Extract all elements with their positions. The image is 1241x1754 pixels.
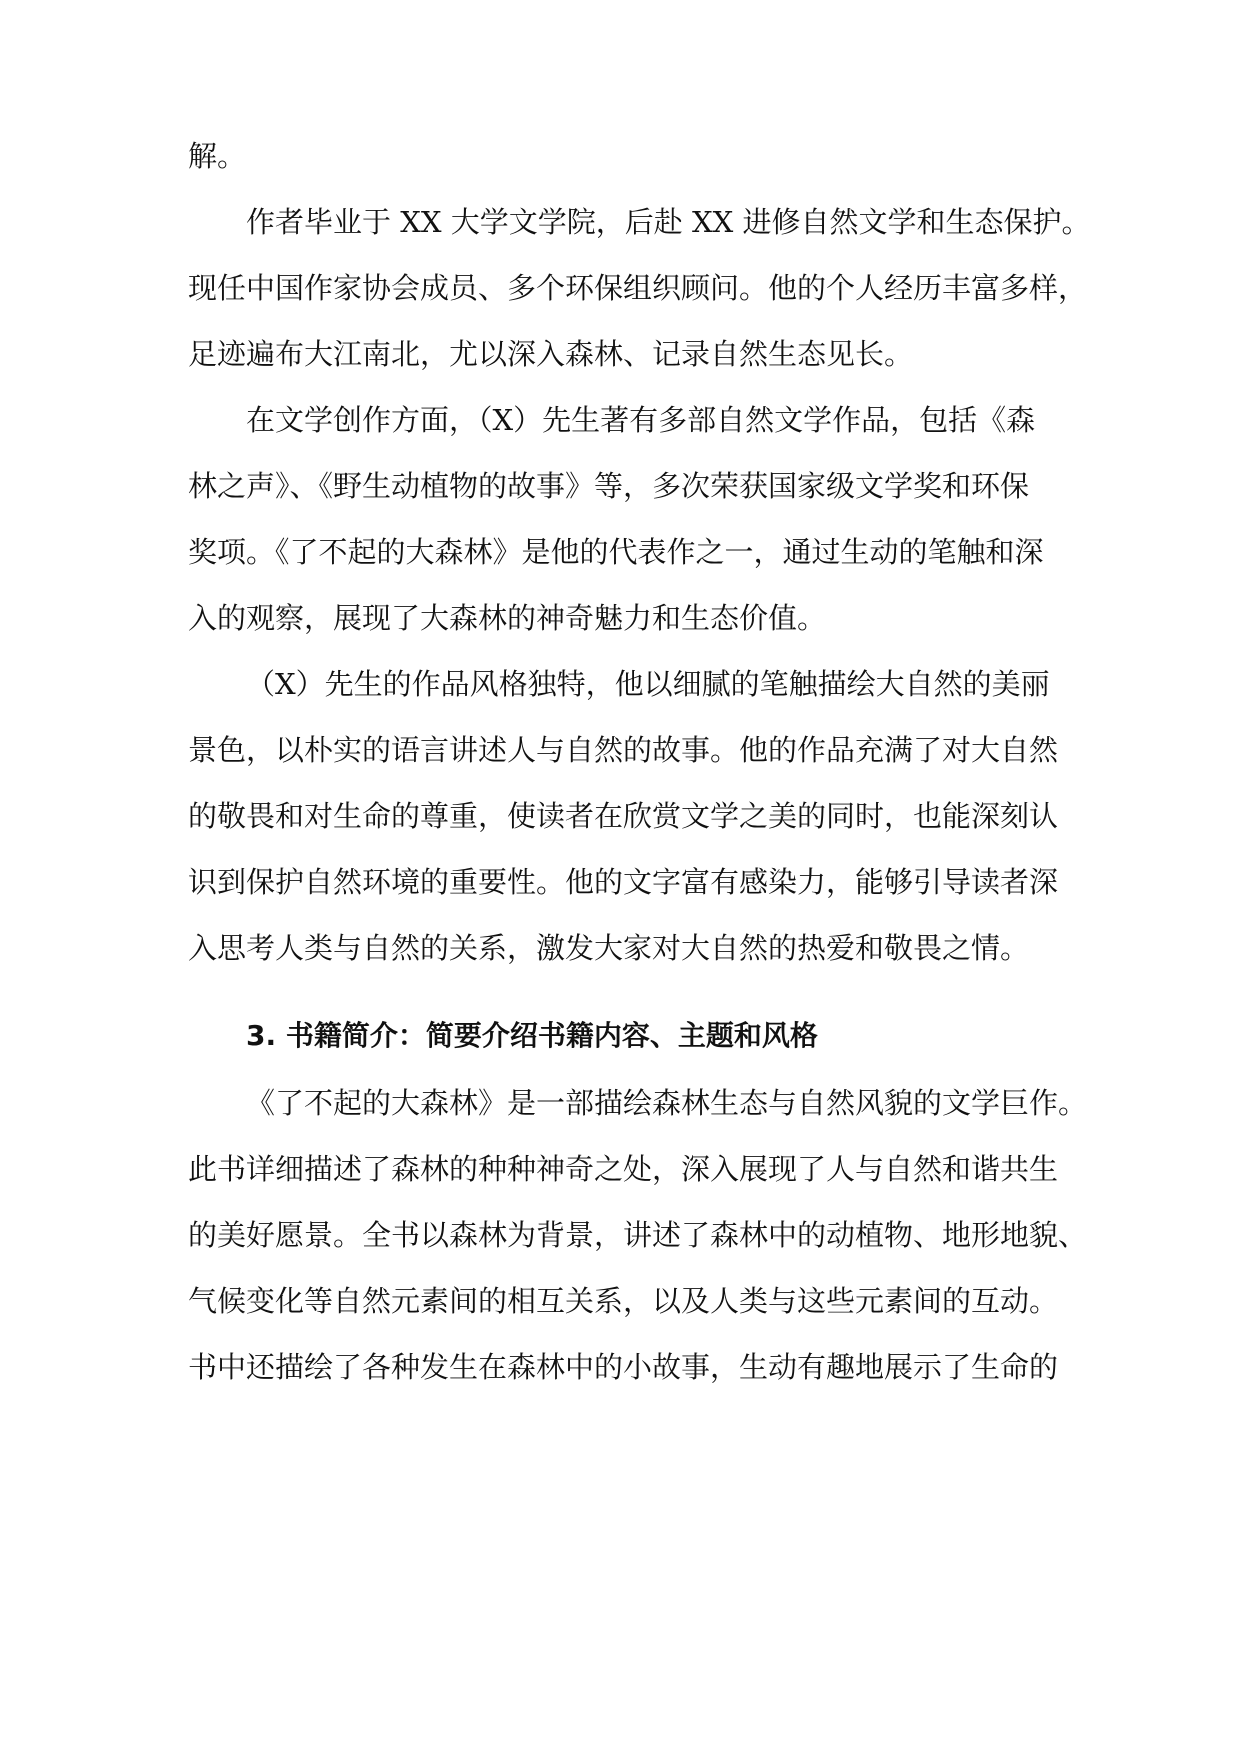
paragraph-line: 入思考人类与自然的关系，激发大家对大自然的热爱和敬畏之情。 bbox=[188, 931, 1030, 965]
paragraph-line: 入的观察，展现了大森林的神奇魅力和生态价值。 bbox=[188, 601, 827, 635]
paragraph-line: 作者毕业于 XX 大学文学院，后赴 XX 进修自然文学和生态保护。 bbox=[246, 205, 1091, 239]
paragraph-line: 书中还描绘了各种发生在森林中的小故事，生动有趣地展示了生命的 bbox=[188, 1350, 1059, 1384]
paragraph-line: 在文学创作方面，（X）先生著有多部自然文学作品，包括《森 bbox=[246, 403, 1036, 437]
paragraph-line: 景色，以朴实的语言讲述人与自然的故事。他的作品充满了对大自然 bbox=[188, 733, 1059, 767]
paragraph-line: 识到保护自然环境的重要性。他的文字富有感染力，能够引导读者深 bbox=[188, 865, 1059, 899]
paragraph-line: 解。 bbox=[188, 139, 247, 173]
paragraph-line: 林之声》、《野生动植物的故事》等，多次荣获国家级文学奖和环保 bbox=[188, 469, 1030, 503]
paragraph-line: 奖项。《了不起的大森林》是他的代表作之一，通过生动的笔触和深 bbox=[188, 535, 1044, 569]
paragraph-line: 气候变化等自然元素间的相互关系，以及人类与这些元素间的互动。 bbox=[188, 1284, 1059, 1318]
section-heading: 3. 书籍简介：简要介绍书籍内容、主题和风格 bbox=[246, 1019, 818, 1052]
paragraph-line: 此书详细描述了森林的种种神奇之处，深入展现了人与自然和谐共生 bbox=[188, 1152, 1059, 1186]
paragraph-line: 现任中国作家协会成员、多个环保组织顾问。他的个人经历丰富多样， bbox=[188, 271, 1088, 305]
paragraph-line: 《了不起的大森林》是一部描绘森林生态与自然风貌的文学巨作。 bbox=[246, 1086, 1088, 1120]
paragraph-line: 的敬畏和对生命的尊重，使读者在欣赏文学之美的同时，也能深刻认 bbox=[188, 799, 1059, 833]
paragraph-line: 的美好愿景。全书以森林为背景，讲述了森林中的动植物、地形地貌、 bbox=[188, 1218, 1088, 1252]
paragraph-line: （X）先生的作品风格独特，他以细腻的笔触描绘大自然的美丽 bbox=[246, 667, 1050, 701]
paragraph-line: 足迹遍布大江南北，尤以深入森林、记录自然生态见长。 bbox=[188, 337, 914, 371]
